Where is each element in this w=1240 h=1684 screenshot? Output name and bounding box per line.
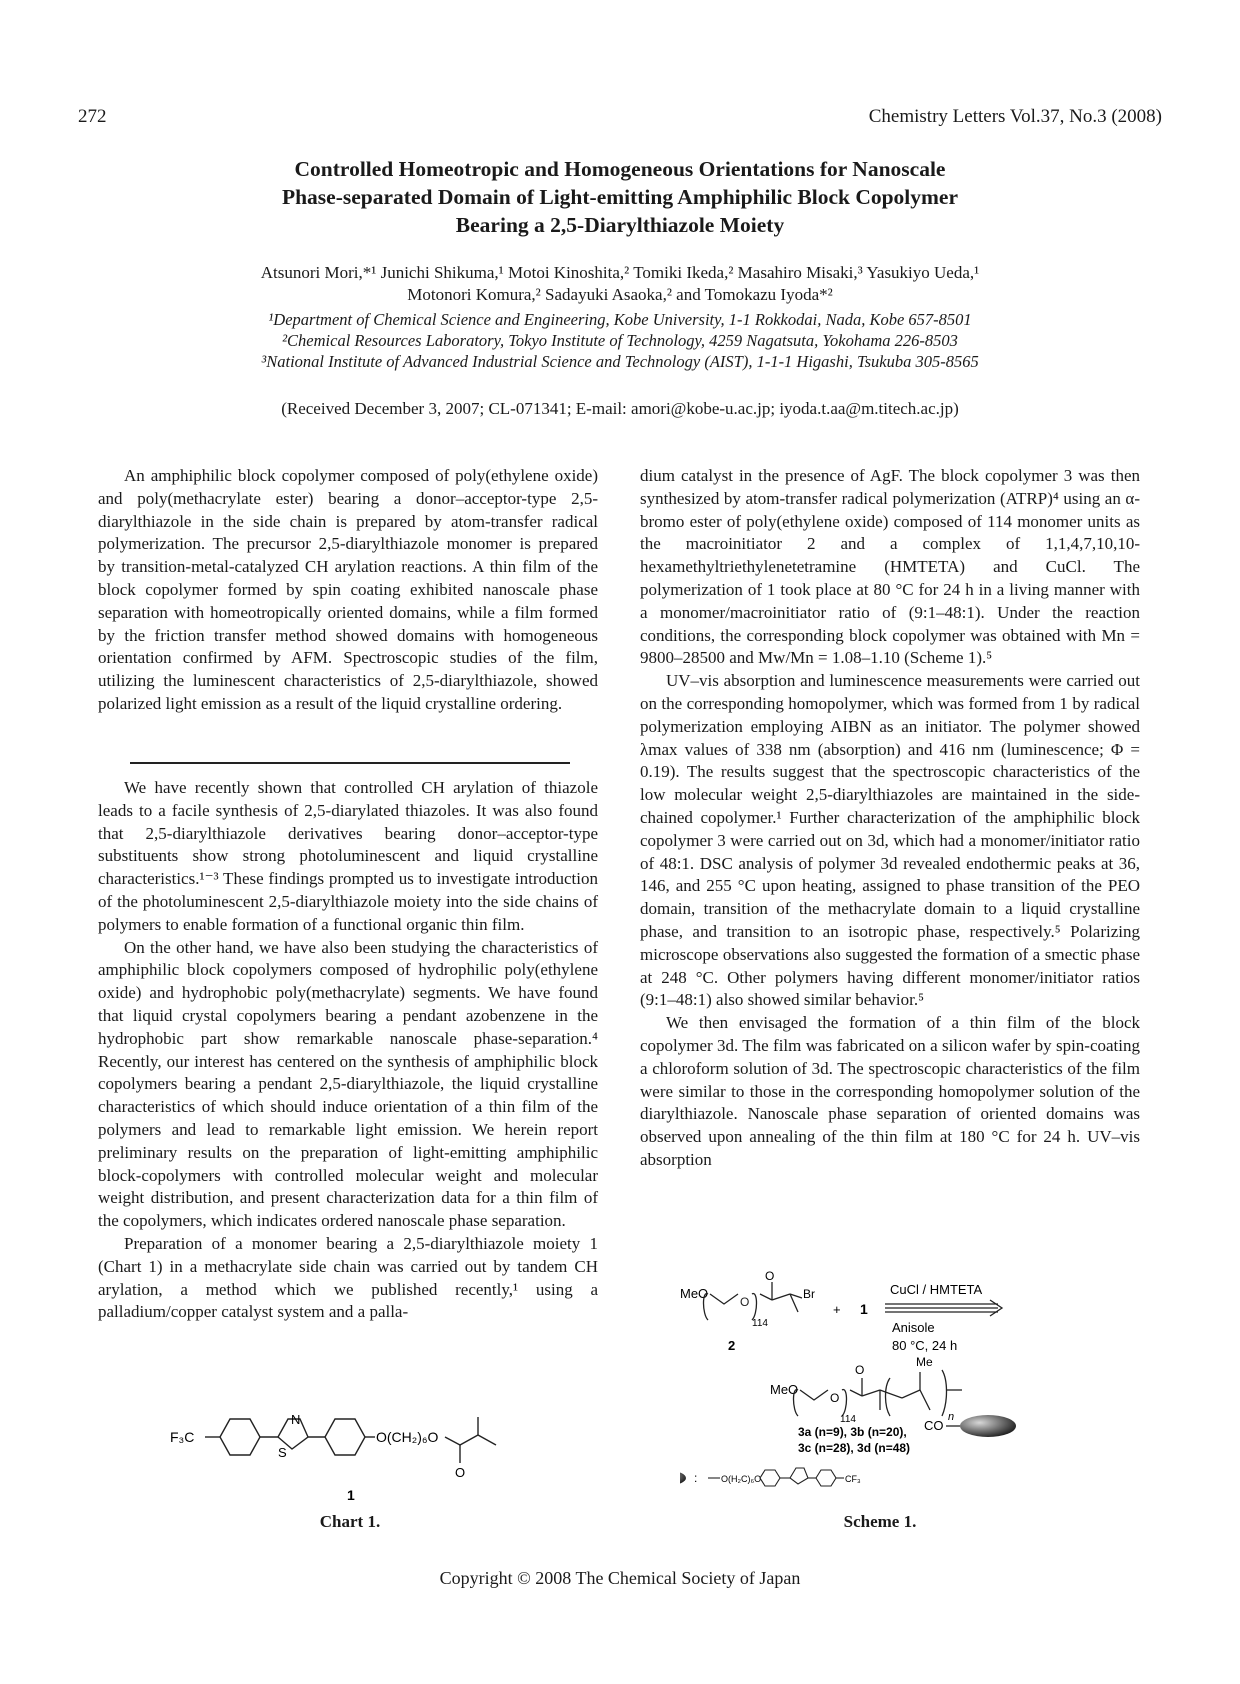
author-line: Atsunori Mori,*¹ Junichi Shikuma,¹ Motoi Kinoshita,² Tomiki Ikeda,² Masahiro Misaki,³ Yasukiyo Ueda,¹ <box>260 263 980 282</box>
compound-number: 1 <box>347 1487 355 1503</box>
thiazole-s-label: S <box>278 1445 287 1460</box>
conditions-label: 80 °C, 24 h <box>892 1338 958 1353</box>
ether-o-label: O <box>740 1295 750 1309</box>
carbonyl-o-label: O <box>765 1270 775 1283</box>
body-paragraph: We then envisaged the formation of a thin film of the block copolymer 3d. The film was fabricated on a silicon wafer by spin-coating a chloroform solution of 3d. The spectroscopic characteristics of the film were similar to those in the corresponding homopolymer solution of the diarylthiazole. Nanoscale phase separation of oriented domains was observed upon annealing of the thin film at 180 °C for 24 h. UV–vis absorption <box>640 1013 1140 1169</box>
plus-sign: + <box>833 1302 841 1317</box>
title-line: Phase-separated Domain of Light-emitting Amphiphilic Block Copolymer <box>281 185 959 209</box>
body-paragraph: Preparation of a monomer bearing a 2,5-diarylthiazole moiety 1 (Chart 1) in a methacrylate side chain was carried out by tandem CH arylation, a method which we published recently,¹ using a palladium/copper catalyst system and a palla- <box>98 1233 598 1322</box>
chart1-structure <box>170 1405 530 1525</box>
br-label: Br <box>803 1287 815 1301</box>
legend-cf3-label: CF₃ <box>845 1474 861 1484</box>
abstract-divider <box>130 762 570 764</box>
page-number: 272 <box>78 106 107 127</box>
copyright-footer: Copyright © 2008 The Chemical Society of Japan <box>439 1568 801 1588</box>
legend-chain-label: O(H₂C)₆O <box>721 1474 762 1484</box>
legend-ellipse <box>680 1471 686 1485</box>
body-paragraph: On the other hand, we have also been studying the characteristics of amphiphilic block copolymers composed of hydrophilic poly(ethylene oxide) and hydrophobic poly(methacrylate) segments. We have found that liquid crystal copolymers bearing a pendant azobenzene in the hydrophobic part show remarkable nanoscale phase-separation.⁴ Recently, our interest has centered on the synthesis of amphiphilic block copolymers bearing a pendant 2,5-diarylthiazole, the liquid crystalline characteristics of which should induce orientation of a thin film of the polymers and lead to remarkable light emission. We herein report preliminary results on the preparation of light-emitting amphiphilic block-copolymers with controlled molecular weight and molecular weight distribution, and present characterization data for a thin film of the copolymers, which indicates ordered nanoscale phase separation. <box>98 937 598 1231</box>
products-line2: 3c (n=28), 3d (n=48) <box>798 1441 911 1455</box>
thiazole-n-label: N <box>291 1412 301 1427</box>
affiliation: ²Chemical Resources Laboratory, Tokyo Institute of Technology, 4259 Nagatsuta, Yokohama 226-8503 <box>282 331 958 350</box>
chain-label: O(CH₂)₆O <box>376 1429 439 1445</box>
mesogen-ellipse <box>960 1415 1016 1437</box>
me-label: Me <box>916 1355 933 1369</box>
author-line: Motonori Komura,² Sadayuki Asaoka,² and Tomokazu Iyoda*² <box>407 285 833 304</box>
title-line: Controlled Homeotropic and Homogeneous Orientations for Nanoscale <box>294 157 946 181</box>
journal-reference: Chemistry Letters Vol.37, No.3 (2008) <box>868 106 1162 127</box>
scheme1-caption: Scheme 1. <box>843 1512 917 1531</box>
body-paragraph: dium catalyst in the presence of AgF. The block copolymer 3 was then synthesized by atom-transfer radical polymerization (ATRP)⁴ using an α-bromo ester of poly(ethylene oxide) composed of 114 monomer units as the macroinitiator 2 and a complex of 1,1,4,7,10,10-hexamethyltriethylenetetramine (HMTETA) and CuCl. The polymerization of 1 took place at 80 °C for 24 h in a living manner with a monomer/macroinitiator ratio of (9:1–48:1). Under the reaction conditions, the corresponding block copolymer was obtained with Mn = 9800–28500 and Mw/Mn = 1.08–1.10 (Scheme 1).⁵ <box>640 466 1140 668</box>
initiator-number: 2 <box>728 1338 736 1353</box>
received-line: (Received December 3, 2007; CL-071341; E-mail: amori@kobe-u.ac.jp; iyoda.t.aa@m.titech.ac.jp) <box>281 399 959 418</box>
repeat-114-label: 114 <box>752 1318 768 1329</box>
product-ether-o-label: O <box>830 1391 840 1405</box>
right-column <box>640 465 1140 1172</box>
product-meo-label: MeO <box>770 1382 799 1397</box>
reagent-label: CuCl / HMTETA <box>890 1282 983 1297</box>
monomer-number: 1 <box>860 1301 868 1317</box>
solvent-label: Anisole <box>892 1320 935 1335</box>
article-title <box>0 155 1240 239</box>
body-paragraph: We have recently shown that controlled CH arylation of thiazole leads to a facile synthesis of 2,5-diarylated thiazoles. It was also found that 2,5-diarylthiazole derivatives bearing donor–acceptor-type substituents show strong photoluminescent and liquid crystalline characteristics.¹⁻³ These findings prompted us to investigate introduction of the photoluminescent 2,5-diarylthiazole moiety into the side chains of polymers to enable formation of a functional organic thin film. <box>98 778 598 934</box>
scheme1-figure <box>680 1270 1040 1500</box>
products-line1: 3a (n=9), 3b (n=20), <box>798 1425 907 1439</box>
product-repeat-114-label: 114 <box>840 1414 856 1425</box>
meo-label: MeO <box>680 1286 709 1301</box>
left-column <box>98 465 598 716</box>
body-paragraph: UV–vis absorption and luminescence measurements were carried out on the corresponding homopolymer, which was formed from 1 by radical polymerization employing AIBN as an initiator. The polymer showed λmax values of 338 nm (absorption) and 416 nm (luminescence; Φ = 0.19). The results suggest that the spectroscopic characteristics of the low molecular weight 2,5-diarylthiazoles are maintained in the side-chained copolymer.¹ Further characterization of the amphiphilic block copolymer 3 were carried out on 3d, which had a monomer/initiator ratio of 48:1. DSC analysis of polymer 3d revealed endothermic peaks at 36, 146, and 255 °C upon heating, assigned to phase transition of the PEO domain, transition of the methacrylate domain to a liquid crystalline phase, and transition to an isotropic phase, respectively.⁵ Polarizing microscope observations also suggested the formation of a smectic phase at 248 °C. Other polymers having different monomer/initiator ratios (9:1–48:1) also showed similar behavior.⁵ <box>640 671 1140 1010</box>
carbonyl-o-label: O <box>455 1465 466 1480</box>
author-list <box>0 262 1240 306</box>
cf3-label: F₃C <box>170 1429 195 1445</box>
affiliation-list <box>0 309 1240 372</box>
chart1-caption: Chart 1. <box>319 1512 381 1531</box>
legend-colon: : <box>694 1471 698 1485</box>
affiliation: ¹Department of Chemical Science and Engineering, Kobe University, 1-1 Rokkodai, Nada, Kobe 657-8501 <box>268 310 972 329</box>
abstract: An amphiphilic block copolymer composed of poly(ethylene oxide) and poly(methacrylate ester) bearing a donor–acceptor-type 2,5-diarylthiazole in the side chain is prepared by atom-transfer radical polymerization. The precursor 2,5-diarylthiazole monomer is prepared by transition-metal-catalyzed CH arylation reactions. A thin film of the block copolymer formed by spin coating exhibited nanoscale phase separation with homeotropically oriented domains, while a film formed by the friction transfer method showed domains with homogeneous orientation confirmed by AFM. Spectroscopic studies of the film, utilizing the luminescent characteristics of 2,5-diarylthiazole, showed polarized light emission as a result of the liquid crystalline ordering. <box>98 466 598 713</box>
left-body <box>98 777 598 1324</box>
co-label: CO <box>924 1418 944 1433</box>
title-line: Bearing a 2,5-Diarylthiazole Moiety <box>455 213 785 237</box>
affiliation: ³National Institute of Advanced Industrial Science and Technology (AIST), 1-1-1 Higashi, Tsukuba 305-8565 <box>261 352 979 371</box>
n-label: n <box>948 1411 955 1423</box>
product-carbonyl-o-label: O <box>855 1363 865 1377</box>
